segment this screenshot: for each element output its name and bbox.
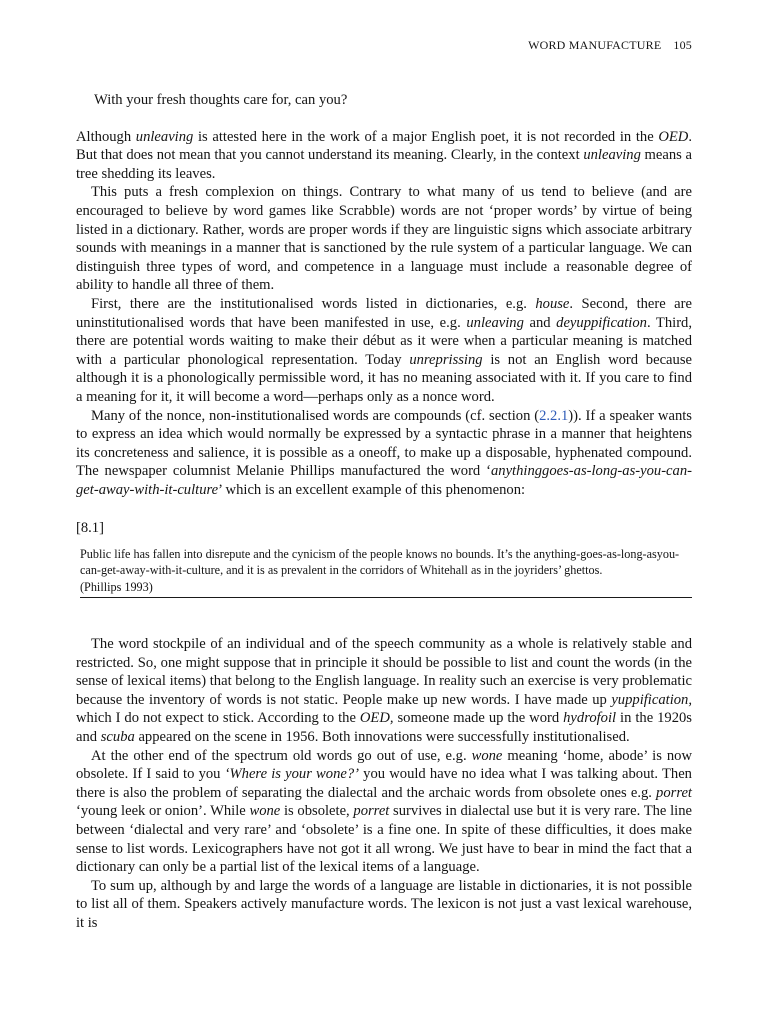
text-run: To sum up, although by and large the words of a language are listable in dictionaries, it is not possible to list all of them. Speakers actively manufacture words. The lexicon is not just a vast lexical warehouse, it is [76, 877, 692, 931]
text-run: . Second, there are uninstitutionalised words that have been manifested in use, e.g. [76, 295, 692, 331]
paragraph-word-stockpile [76, 635, 692, 747]
italic-term: OED, [359, 710, 394, 727]
italic-term: anythinggoes-as-long-as-you-can-get-away-with-it-culture [76, 463, 692, 498]
poem-quote-line: With your fresh thoughts care for, can you? [94, 92, 348, 108]
example-text: Public life has fallen into disrepute and the cynicism of the people knows no bounds. It’s the anything-goes-as-long-asyou-can-get-away-with-it-culture, and it is as prevalent in the corridors of Whitehall as in the joyriders’ ghettos. [80, 547, 680, 578]
italic-term: yuppification, [611, 691, 692, 708]
italic-term: porret [656, 784, 692, 801]
italic-term: wone [471, 747, 503, 764]
text-run: . But that does not mean that you cannot understand its meaning. Clearly, in the context [76, 128, 692, 164]
text-run: )). If a speaker wants to express an idea which would normally be expressed by a syntactic phrase in a manner that heightens its concreteness and salience, it is possible as a oneoff, to make up a disposable, hyphenated compound. The newspaper columnist Melanie Phillips manufactured the word ‘ [76, 407, 692, 480]
example-block [76, 546, 692, 598]
paragraph-sum-up [76, 877, 692, 933]
paragraph-nonce-compounds [76, 407, 692, 500]
running-head [528, 38, 692, 53]
paragraph-proper-words [76, 183, 692, 295]
page-number: 105 [673, 38, 692, 52]
text-run: This puts a fresh complexion on things. Contrary to what many of us tend to believe (and are encouraged to believe by word games like Scrabble) words are not ‘proper words’ by virtue of being listed in a dictionary. Rather, words are proper words if they are linguistic signs which associate arbitrary sounds with meanings in a manner that is sanctioned by the rule system of a particular language. We can distinguish three types of word, and competence in a language must include a reasonable degree of ability to handle all three of them. [76, 184, 692, 294]
italic-term: unleaving [135, 128, 194, 145]
page-body [76, 91, 692, 933]
text-run: you would have no idea what I was talking about. Then there is also the problem of separating the dialectal and the archaic words from obsolete ones e.g. [76, 766, 692, 801]
italic-term: ‘Where is your wone?’ [224, 766, 360, 783]
text-run: appeared on the scene in 1956. Both innovations were successfully institutionalised. [134, 729, 630, 746]
text-run: means a tree shedding its leaves. [76, 147, 692, 182]
text-run: someone made up the word [393, 710, 564, 727]
text-run: which I do not expect to stick. According to the [76, 710, 360, 727]
section-cross-reference-link[interactable]: 2.2.1 [539, 407, 569, 424]
section-spacer [76, 598, 692, 635]
text-run: ‘young leek or onion’. While [76, 803, 250, 820]
text-run: and [523, 314, 557, 331]
text-run: . Third, there are potential words waiting to make their début as it were when a particular meaning is matched with a particular phonological representation. Today [76, 314, 692, 368]
italic-term: unleaving [583, 147, 641, 164]
italic-term: wone [249, 803, 281, 820]
paragraph-obsolete-words [76, 747, 692, 877]
text-run: Many of the nonce, non-institutionalised words are compounds (cf. section ( [91, 407, 540, 424]
italic-term: unleaving [466, 314, 524, 331]
example-citation: (Phillips 1993) [80, 579, 692, 598]
paragraph-three-types [76, 295, 692, 407]
paragraph-unleaving [76, 128, 692, 184]
text-run: The word stockpile of an individual and of the speech community as a whole is relatively stable and restricted. So, one might suppose that in principle it should be possible to list and count the words (in the sense of lexical items) that belong to the English language. In reality such an exercise is very problematic because the inventory of words is not static. People make up new words. I have made up [76, 636, 692, 708]
italic-term: unreprissing [409, 351, 483, 368]
text-run: At the other end of the spectrum old words go out of use, e.g. [91, 747, 472, 764]
text-run: in the 1920s and [76, 710, 692, 746]
italic-term: porret [353, 803, 390, 820]
italic-term: OED [658, 128, 689, 145]
italic-term: house [535, 295, 570, 312]
italic-term: hydrofoil [563, 710, 617, 727]
text-run: is not an English word because although it is a phonologically permissible word, it has no meaning associated with it. If you care to find a meaning for it, it will become a word—perhaps only as a nonce word. [76, 351, 692, 405]
italic-term: deyuppification [556, 314, 647, 331]
text-run: First, there are the institutionalised words listed in dictionaries, e.g. [91, 295, 536, 312]
text-run: is obsolete, [280, 803, 354, 820]
text-run: survives in dialectal use but it is very rare. The line between ‘dialectal and very rare’ and ‘obsolete’ is a fine one. In spite of these difficulties, it does make sense to list words. Lexicographers have not got it all wrong. We just have to bear in mind the fact that a dictionary can only be a partial list of the lexical items of a language. [76, 803, 692, 876]
example-label: [8.1] [76, 520, 104, 537]
italic-term: scuba [100, 729, 135, 746]
text-run: is attested here in the work of a major English poet, it is not recorded in the [193, 128, 659, 145]
text-run: Although [76, 128, 136, 145]
text-run: meaning ‘home, abode’ is now obsolete. If I said to you [76, 747, 692, 783]
running-head-title: WORD MANUFACTURE [528, 38, 662, 52]
text-run: ’ which is an excellent example of this phenomenon: [218, 481, 526, 498]
